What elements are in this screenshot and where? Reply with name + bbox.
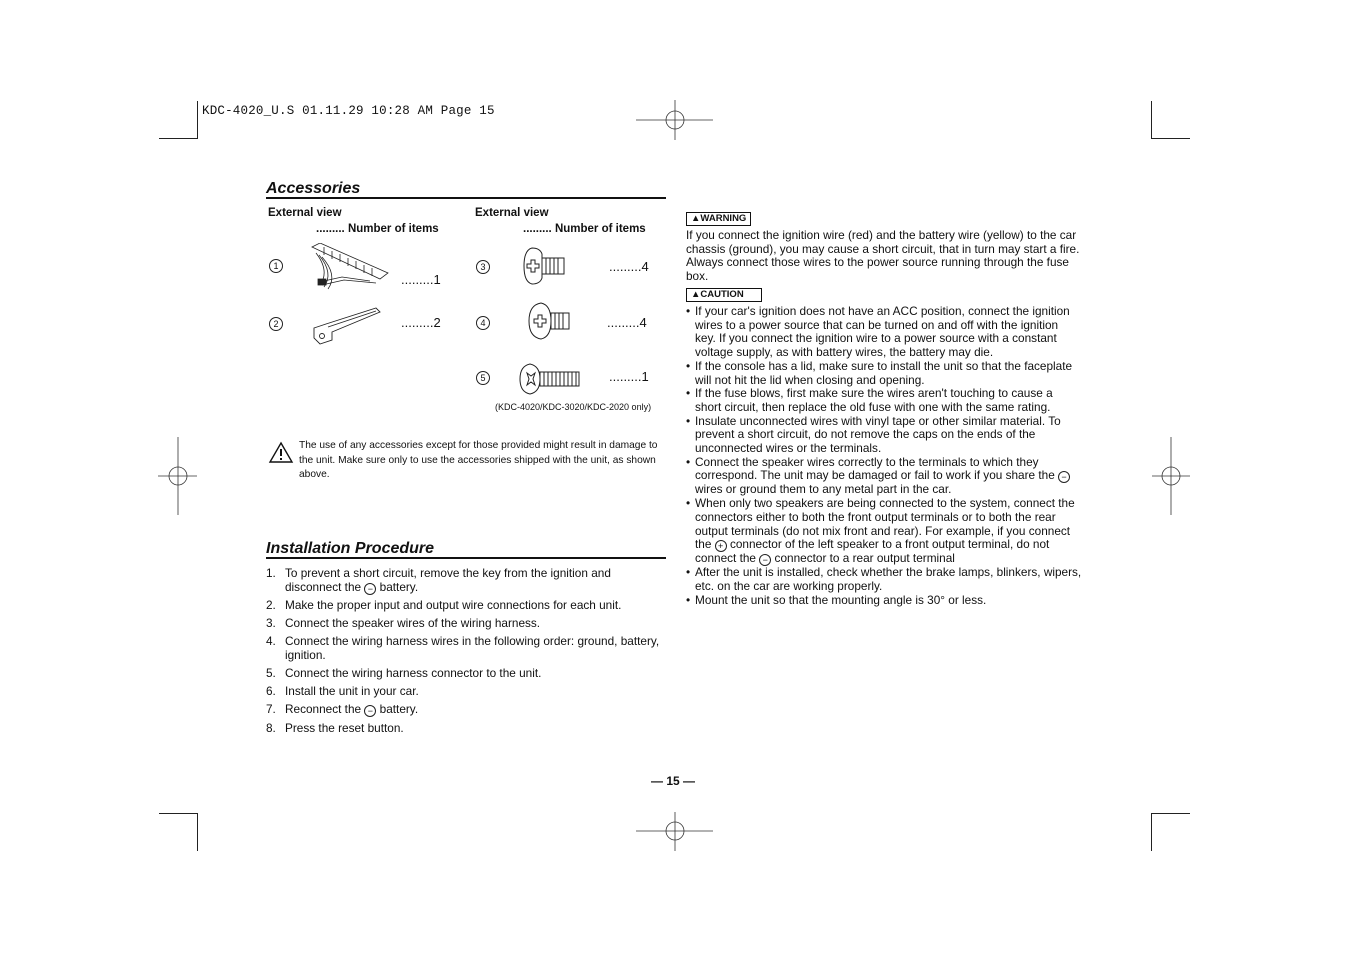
item-count-1: .........1 <box>401 272 441 287</box>
step-item: 4. Connect the wiring harness wires in the following order: ground, battery, ignition. <box>266 634 660 663</box>
list-item: • Mount the unit so that the mounting angle is 30° or less. <box>686 592 987 607</box>
caution-triangle-icon <box>268 441 294 464</box>
col-header-view-left: External view <box>268 207 342 219</box>
step-item: 2. Make the proper input and output wire connections for each unit. <box>266 598 622 613</box>
list-item: • After the unit is installed, check whether the brake lamps, blinkers, wipers, etc. on the car are working properly. <box>686 565 1082 593</box>
item-count-5: .........1 <box>609 369 649 384</box>
list-item: • If the fuse blows, first make sure the wires aren't touching to cause a short circuit, then replace the old fuse with one with the same rating. <box>686 386 1053 414</box>
step-item: 1. To prevent a short circuit, remove the key from the ignition and disconnect the − battery. <box>266 566 611 594</box>
caution-badge: ▲CAUTION <box>686 288 762 302</box>
col-header-count-right: ......... Number of items <box>523 223 646 235</box>
flat-screw-icon <box>522 246 566 286</box>
minus-terminal-icon: − <box>364 705 376 717</box>
removal-key-icon <box>310 306 382 346</box>
print-header: KDC-4020_U.S 01.11.29 10:28 AM Page 15 <box>202 104 495 118</box>
caution-list <box>686 305 1082 607</box>
step-item: 3. Connect the speaker wires of the wiring harness. <box>266 616 541 631</box>
item-number-3: 3 <box>476 260 490 274</box>
item-count-4: .........4 <box>607 315 647 330</box>
minus-terminal-icon: − <box>1058 471 1070 483</box>
item-number-1: 1 <box>269 259 283 273</box>
list-item: • If your car's ignition does not have an ACC position, connect the ignition wires to a power source that can be turned on and off with the ignition key. If you connect the ignition wire to a power source with a constant voltage supply, as with battery wires, the battery may die. <box>686 304 1070 360</box>
col-header-count-left: ......... Number of items <box>316 223 439 235</box>
caution-triangle-small-icon: ▲ <box>691 289 701 300</box>
item-count-3: .........4 <box>609 259 649 274</box>
col-header-view-right: External view <box>475 207 549 219</box>
step-item: 7. Reconnect the − battery. <box>266 702 419 717</box>
plus-terminal-icon: + <box>715 540 727 552</box>
warning-triangle-icon: ▲ <box>691 213 701 224</box>
item-number-2: 2 <box>269 317 283 331</box>
minus-terminal-icon: − <box>759 554 771 566</box>
list-item: • Connect the speaker wires correctly to the terminals to which they correspond. The unit may be damaged or fail to work if you share the − wires or ground them to any metal part in the car. <box>686 456 1082 497</box>
item-number-5: 5 <box>476 371 490 385</box>
page-number: — 15 — <box>651 774 696 788</box>
model-note: (KDC-4020/KDC-3020/KDC-2020 only) <box>495 402 652 412</box>
item-count-2: .........2 <box>401 315 441 330</box>
item-number-4: 4 <box>476 316 490 330</box>
step-item: 8. Press the reset button. <box>266 720 404 735</box>
minus-terminal-icon: − <box>364 583 376 595</box>
accessories-title: Accessories <box>266 180 361 197</box>
wiring-harness-icon <box>310 243 392 291</box>
installation-title: Installation Procedure <box>266 540 435 557</box>
warning-badge: ▲WARNING <box>686 212 751 226</box>
list-item: • If the console has a lid, make sure to install the unit so that the faceplate will not hit the lid when closing and opening. <box>686 358 1073 387</box>
installation-steps <box>266 567 666 740</box>
list-item: • When only two speakers are being connected to the system, connect the connectors either to both the front output terminals or to both the rear output terminals (do not mix front and rear). For example, if you connect the + connector of the left speaker to a front output terminal, do not connect the − connector to a rear output terminal <box>686 496 1075 566</box>
long-screw-icon <box>518 362 582 396</box>
list-item: • Insulate unconnected wires with vinyl tape or other similar material. To prevent a short circuit, do not remove the caps on the ends of the unconnected wires or the terminals. <box>686 413 1061 456</box>
round-screw-icon <box>527 301 571 341</box>
warning-text: If you connect the ignition wire (red) and the battery wire (yellow) to the car chassis (ground), you may cause a short circuit, that in turn may start a fire. Always connect those wires to the power source running through the fuse box. <box>686 228 1080 284</box>
accessories-notice: The use of any accessories except for those provided might result in damage to the unit. Make sure only to use the accessories shipped with the unit, as shown above. <box>299 440 658 481</box>
step-item: 5. Connect the wiring harness connector to the unit. <box>266 666 542 681</box>
installation-rule <box>266 557 666 559</box>
accessories-rule <box>266 197 666 199</box>
step-item: 6. Install the unit in your car. <box>266 684 419 699</box>
